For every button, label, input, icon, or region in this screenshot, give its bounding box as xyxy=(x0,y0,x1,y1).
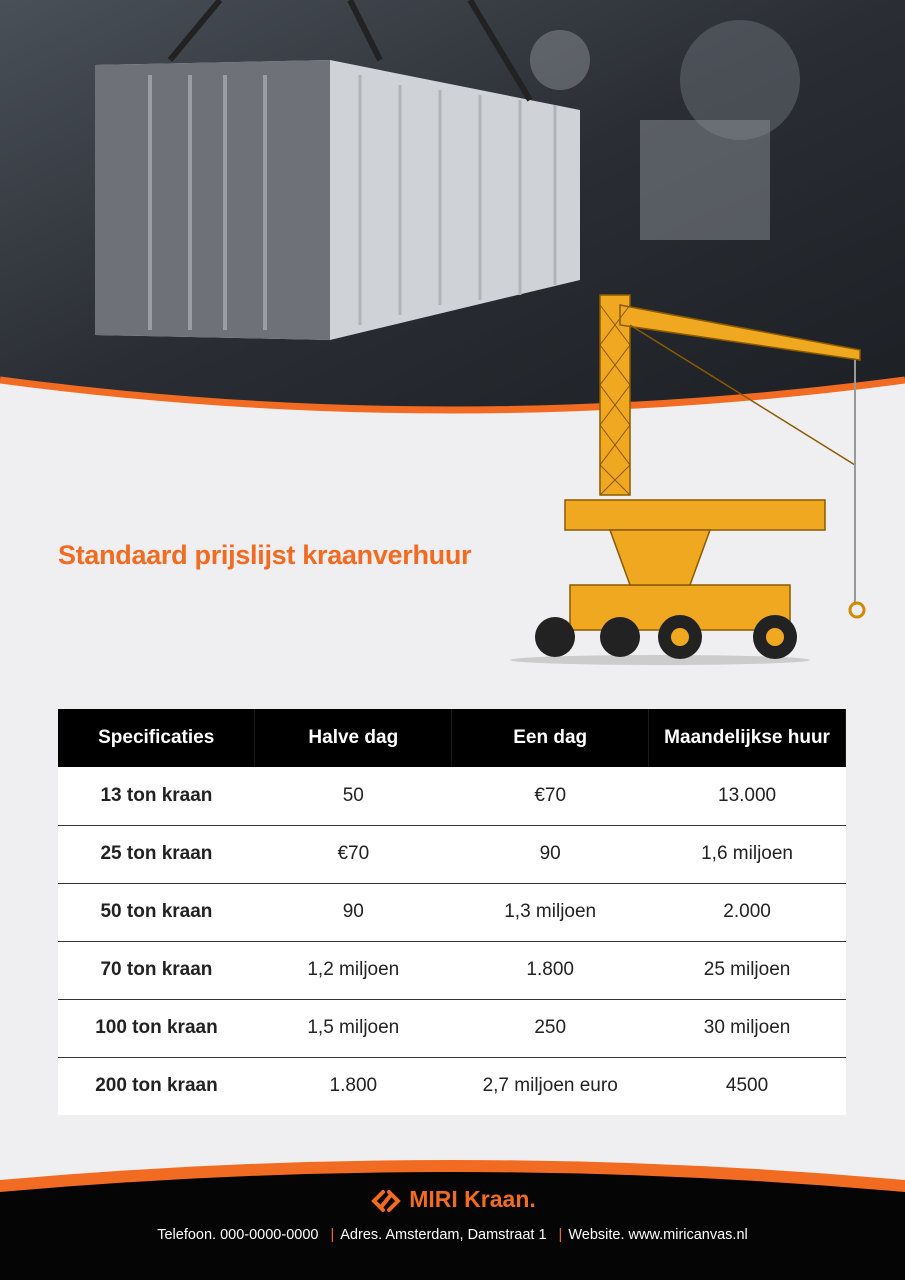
table-row xyxy=(58,883,846,941)
price-cell: 1,6 miljoen xyxy=(649,825,846,883)
header-specificaties: Specificaties xyxy=(58,709,255,767)
table-row xyxy=(58,767,846,825)
page-title: Standaard prijslijst kraanverhuur xyxy=(58,540,472,570)
table-row xyxy=(58,825,846,883)
separator: | xyxy=(330,1227,335,1243)
brand-name: MIRI Kraan. xyxy=(409,1186,536,1212)
crane-illustration xyxy=(510,285,890,665)
price-cell: 250 xyxy=(452,999,649,1057)
table-row xyxy=(58,1057,846,1115)
address: Adres. Amsterdam, Damstraat 1 xyxy=(340,1227,547,1243)
price-cell: 4500 xyxy=(649,1057,846,1115)
price-cell: 1,3 miljoen xyxy=(452,883,649,941)
crane-spec-cell: 50 ton kraan xyxy=(58,883,255,941)
crane-spec-cell: 100 ton kraan xyxy=(58,999,255,1057)
price-cell: 30 miljoen xyxy=(649,999,846,1057)
price-cell: 2,7 miljoen euro xyxy=(452,1057,649,1115)
price-cell: 2.000 xyxy=(649,883,846,941)
brand-logo xyxy=(0,1186,905,1213)
price-cell: 1,5 miljoen xyxy=(255,999,452,1057)
price-cell: 25 miljoen xyxy=(649,941,846,999)
contact-info xyxy=(0,1227,905,1243)
price-cell: €70 xyxy=(255,825,452,883)
table-row xyxy=(58,941,846,999)
table-header-row xyxy=(58,709,846,767)
crane-spec-cell: 70 ton kraan xyxy=(58,941,255,999)
crane-spec-cell: 200 ton kraan xyxy=(58,1057,255,1115)
footer-background xyxy=(0,1150,905,1280)
price-table xyxy=(58,709,846,1115)
price-cell: 90 xyxy=(452,825,649,883)
crane-spec-cell: 25 ton kraan xyxy=(58,825,255,883)
price-cell: 13.000 xyxy=(649,767,846,825)
price-cell: 50 xyxy=(255,767,452,825)
website[interactable]: Website. www.miricanvas.nl xyxy=(568,1227,748,1243)
price-cell: €70 xyxy=(452,767,649,825)
price-cell: 1.800 xyxy=(255,1057,452,1115)
phone: Telefoon. 000-0000-0000 xyxy=(157,1227,319,1243)
chain-link-logo-icon xyxy=(369,1189,403,1213)
separator: | xyxy=(558,1227,563,1243)
price-cell: 90 xyxy=(255,883,452,941)
crane-spec-cell: 13 ton kraan xyxy=(58,767,255,825)
header-halve-dag: Halve dag xyxy=(255,709,452,767)
table-row xyxy=(58,999,846,1057)
header-maandelijkse-huur: Maandelijkse huur xyxy=(649,709,846,767)
header-een-dag: Een dag xyxy=(452,709,649,767)
price-cell: 1.800 xyxy=(452,941,649,999)
price-cell: 1,2 miljoen xyxy=(255,941,452,999)
